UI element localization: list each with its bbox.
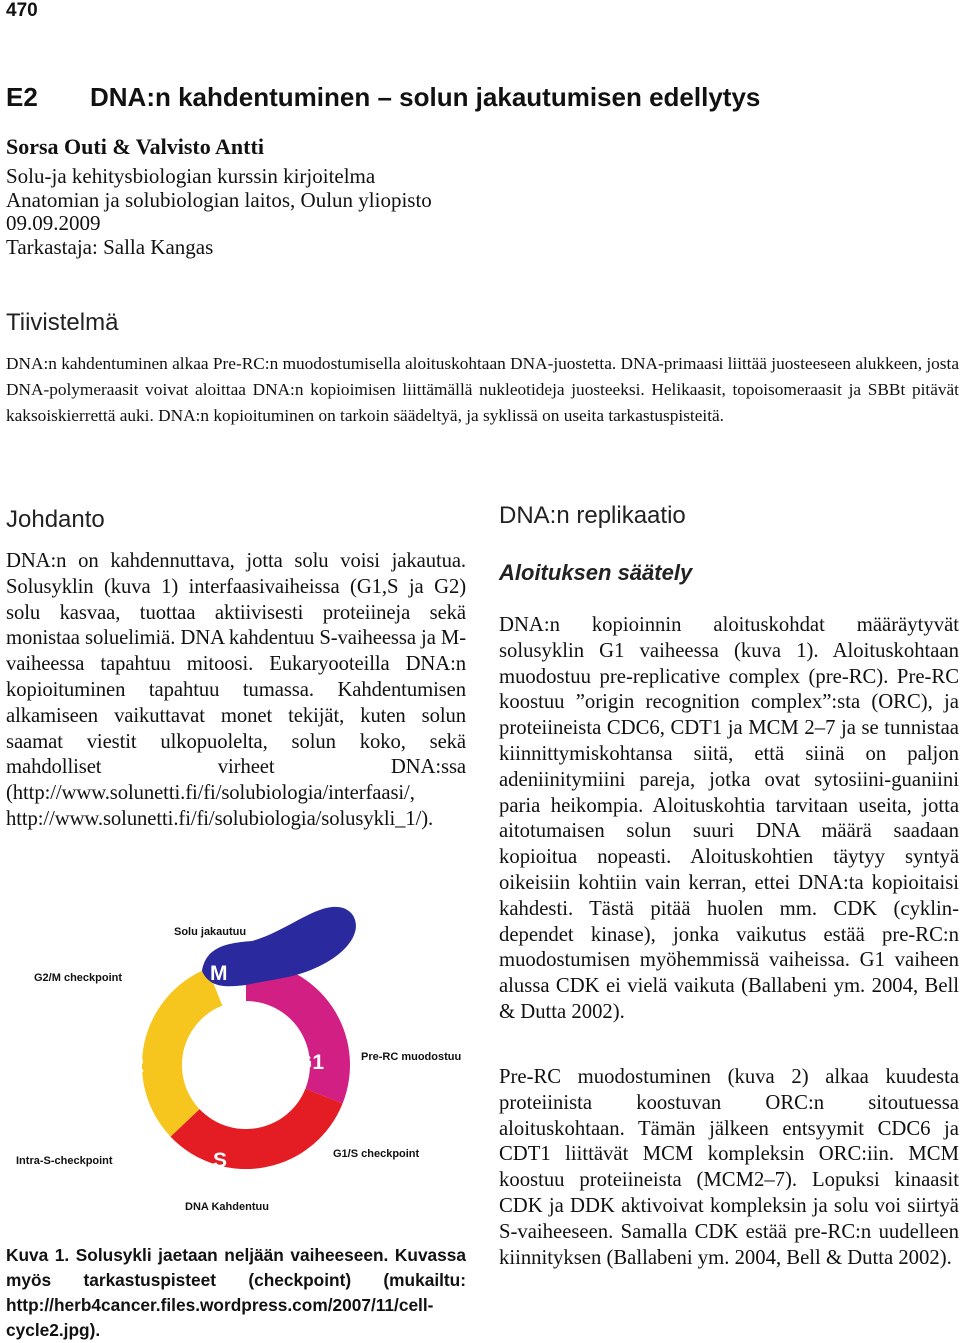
abstract-title: Tiivistelmä [6, 309, 119, 336]
phase-g1-segment [246, 961, 350, 1104]
phase-g2-segment [142, 968, 222, 1136]
course-line: Solu-ja kehitysbiologian kurssin kirjoitelma [6, 164, 376, 188]
phase-g2-label: G2 [116, 1054, 145, 1077]
label-intra-s-checkpoint: Intra-S-checkpoint [16, 1155, 113, 1167]
replication-title: DNA:n replikaatio [499, 502, 686, 529]
label-g2m-checkpoint: G2/M checkpoint [34, 972, 123, 984]
article-title: DNA:n kahdentuminen – solun jakautumisen edellytys [90, 82, 761, 112]
phase-s-label: S [213, 1149, 228, 1172]
replication-paragraph-1: DNA:n kopioinnin aloituskohdat määräytyvät solusyklin G1 vaiheessa (kuva 1). Aloituskohtaan muodostuu pre-replicative complex (pre-RC). Pre-RC koostuu ”origin recognition complex”:sta (ORC), ja proteiineista CDC6, CDT1 ja MCM 2–7 ja se tunnistaa kiinnittymiskohtansa siitä, että siinä on paljon adeniinitymiini pareja, jotka ovat sytosiini-guaniini paria heikompia. Aloituskohtia tarvitaan useita, jotta aitotumaisen solun suuri DNA määrä saadaan kopioitua nopeasti. Aloituskohtien täytyy syntyä oikeisiin kohtiin vain kerran, ettei DNA:ta kopioitaisi kahdesti. Tästä pitää huolen mm. CDK (cyklin-dependet kinase), jonka vaikutus estää pre-RC:n muodostumisen myöhemmissä vaiheissa. G1 vaiheen alussa CDK ei vielä vaikuta (Ballabeni ym. 2004, Bell & Dutta 2002). [499, 614, 959, 1023]
article-code: E2 [6, 82, 38, 112]
phase-g1-label: G1 [296, 1051, 325, 1074]
cell-cycle-figure [6, 905, 476, 1225]
label-g1s-checkpoint: G1/S checkpoint [333, 1148, 420, 1160]
initiation-subtitle: Aloituksen säätely [499, 560, 693, 585]
reviewer-line: Tarkastaja: Salla Kangas [6, 234, 214, 259]
page-number: 470 [6, 0, 38, 21]
intro-title: Johdanto [6, 506, 105, 533]
phase-m-label: M [210, 962, 228, 985]
article-heading [6, 82, 760, 113]
figure-caption: Kuva 1. Solusykli jaetaan neljään vaiheeseen. Kuvassa myös tarkastuspisteet (checkpoint) (mukailtu: http://herb4cancer.files.wordpress.com/2007/11/cell-cycle2.jpg). [6, 1245, 466, 1340]
phase-s-segment [171, 1089, 343, 1169]
label-prerc-forms: Pre-RC muodostuu [361, 1051, 462, 1063]
intro-text: DNA:n on kahdennuttava, jotta solu voisi jakautua. Solusyklin (kuva 1) interfaasivaiheissa (G1,S ja G2) solu kasvaa, tuottaa aktiivisesti proteiineja sekä monistaa soluelimiä. DNA kahdentuu S-vaiheessa ja M-vaiheessa tapahtuu mitoosi. Eukaryooteilla DNA:n kopioituminen tapahtuu tumassa. Kahdentumisen alkamiseen vaikuttavat monet tekijät, kuten solun saamat viestit ulkopuolelta, solun koko, sekä mahdolliset virheet DNA:ssa (http://www.solunetti.fi/fi/solubiologia/interfaasi/, http://www.solunetti.fi/fi/solubiologia/solusykli_1/). [6, 550, 466, 830]
date-line: 09.09.2009 [6, 211, 101, 235]
article-meta [6, 165, 432, 259]
label-cell-divides: Solu jakautuu [174, 926, 247, 938]
replication-paragraph-2: Pre-RC muodostuminen (kuva 2) alkaa kuudesta proteiinista koostuvan ORC:n sitoutuessa aloituskohtaan. Tämän jälkeen entsyymit CDC6 ja CDT1 liittävät MCM kompleksin ORC:iin. MCM koostuu proteiineista (MCM2–7). Lopuksi kinaasit CDK ja DDK aktivoivat kompleksin ja solu voi siirtyä S-vaiheeseen. Samalla CDK estää pre-RC:n uudelleen kiinnityksen (Ballabeni ym. 2004, Bell & Dutta 2002). [499, 1066, 959, 1269]
authors: Sorsa Outi & Valvisto Antti [6, 134, 264, 159]
abstract-text: DNA:n kahdentuminen alkaa Pre-RC:n muodostumisella aloituskohtaan DNA-juostetta. DNA-primaasi liittää juosteeseen alukkeen, josta DNA-polymeraasit voivat aloittaa DNA:n kopioimisen liittämällä nukleotideja juosteeksi. Helikaasit, topoisomeraasit ja SBBt pitävät kaksoiskierrettä auki. DNA:n kopioituminen on tarkoin säädeltyä, ja syklissä on useita tarkastuspisteitä. [6, 354, 959, 426]
label-dna-duplicates: DNA Kahdentuu [185, 1201, 269, 1213]
department-line: Anatomian ja solubiologian laitos, Oulun yliopisto [6, 187, 432, 212]
